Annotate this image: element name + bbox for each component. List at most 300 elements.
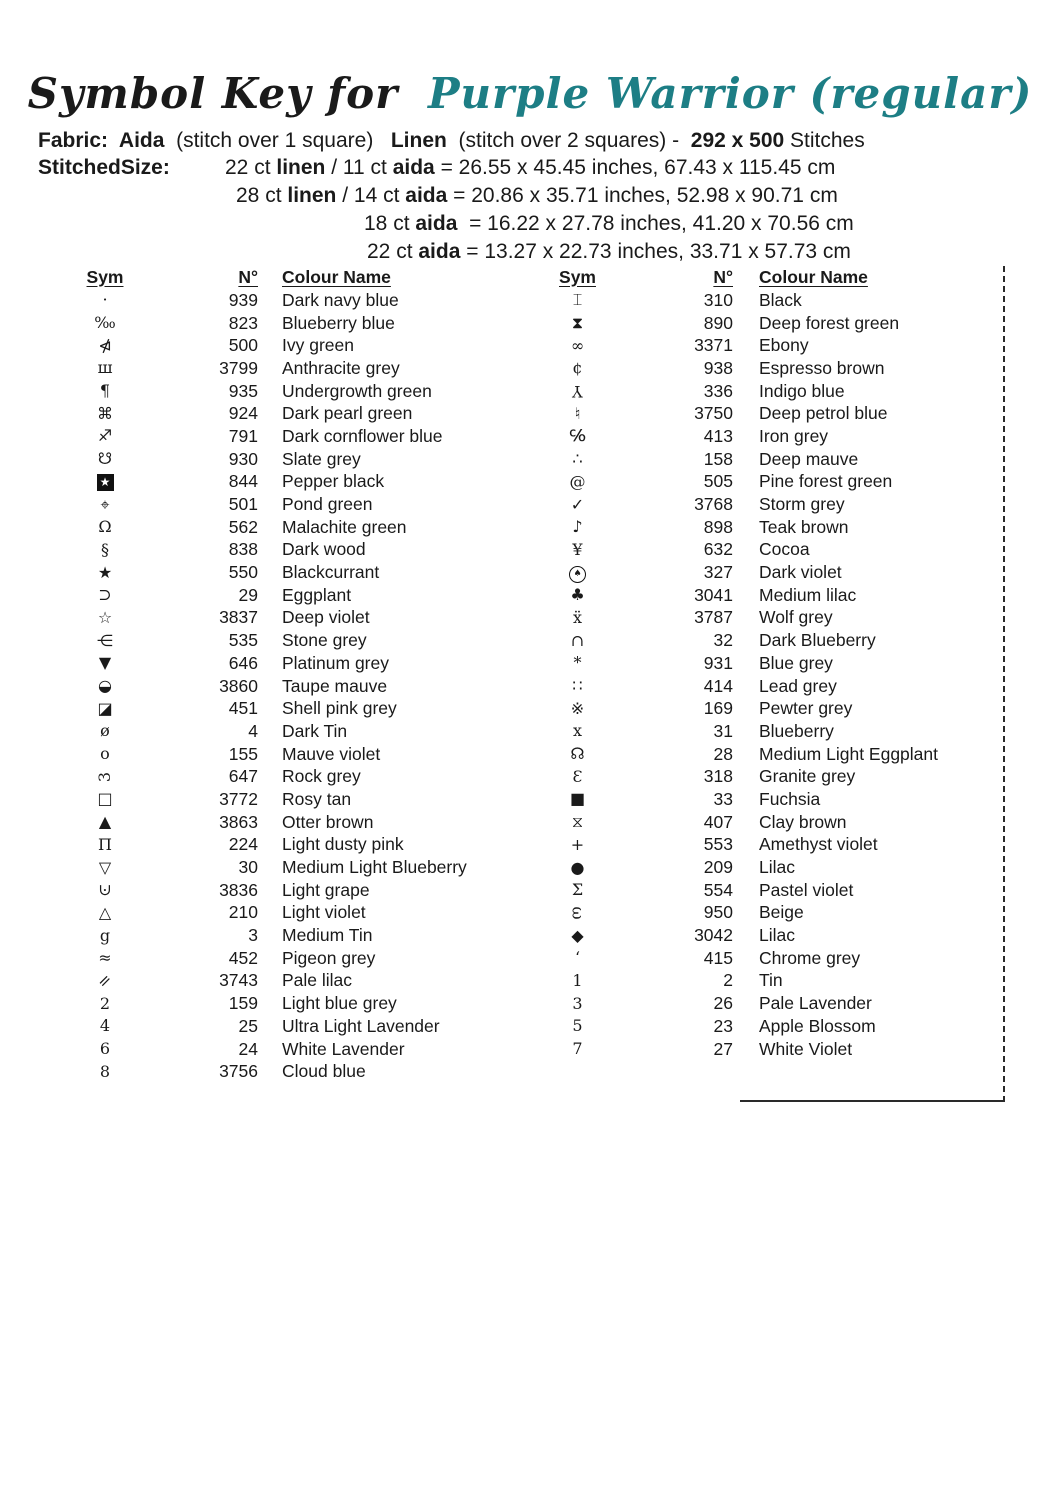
- symbol-cell: [540, 630, 615, 650]
- table-row: [60, 970, 492, 993]
- text-segment: aida: [418, 240, 461, 263]
- symbol-cell: [540, 1018, 615, 1034]
- table-bottom-border-line: [740, 1100, 1005, 1102]
- stitch-symbol: ⌖: [100, 494, 110, 514]
- colour-name: Pigeon grey: [282, 947, 376, 968]
- stitch-symbol: ⋪: [98, 335, 112, 355]
- stitch-symbol: ♣: [570, 585, 585, 605]
- colour-name: Dark Tin: [282, 720, 348, 741]
- stitch-symbol: @: [569, 471, 586, 491]
- text-segment: 292 x 500: [690, 129, 785, 152]
- stitch-symbol: ✓: [570, 494, 585, 514]
- table-row: [540, 289, 995, 312]
- colour-name: Dark cornflower blue: [282, 425, 443, 446]
- symbol-cell: [60, 1061, 150, 1081]
- table-row: [60, 924, 492, 947]
- thread-number: 2: [723, 970, 733, 991]
- stitch-symbol: ▲: [98, 812, 112, 832]
- thread-number: 3042: [694, 925, 733, 946]
- column-header-number: N°: [238, 266, 258, 287]
- table-row: [60, 743, 492, 766]
- colour-name: Lilac: [759, 925, 795, 946]
- symbol-cell: [540, 678, 615, 694]
- table-row: [60, 675, 492, 698]
- colour-name: Pond green: [282, 494, 373, 515]
- colour-name: Teak brown: [759, 516, 849, 537]
- symbol-cell: [540, 587, 615, 603]
- symbol-cell: [60, 607, 150, 627]
- table-row: [540, 924, 995, 947]
- colour-name: Amethyst violet: [759, 834, 878, 855]
- table-row: [60, 425, 492, 448]
- colour-name: Malachite green: [282, 516, 407, 537]
- thread-number: 31: [713, 720, 733, 741]
- symbol-cell: [60, 678, 150, 694]
- thread-number: 209: [703, 857, 733, 878]
- table-row: [60, 720, 492, 743]
- thread-number: 823: [228, 312, 258, 333]
- stitch-symbol: 7: [572, 1039, 583, 1059]
- thread-number: 318: [703, 766, 733, 787]
- text-segment: linen: [276, 156, 326, 179]
- stitch-symbol: 1: [572, 970, 583, 990]
- stitch-symbol: ⊃: [98, 585, 112, 605]
- symbol-cell: [540, 607, 615, 627]
- table-row: [540, 765, 995, 788]
- stitch-symbol: ⊍: [98, 880, 112, 900]
- table-row: [60, 697, 492, 720]
- thread-number: 3041: [694, 584, 733, 605]
- stitch-symbol: ★: [97, 562, 113, 582]
- symbol-cell: [540, 905, 615, 921]
- column-header-colour-name: Colour Name: [759, 266, 868, 287]
- thread-number: 452: [228, 947, 258, 968]
- symbol-cell: [540, 451, 615, 467]
- table-row: [60, 607, 492, 630]
- symbol-cell: [60, 993, 150, 1013]
- colour-name: Clay brown: [759, 811, 847, 832]
- colour-name: Stone grey: [282, 630, 367, 651]
- thread-number: 550: [228, 562, 258, 583]
- colour-name: Medium Light Blueberry: [282, 857, 467, 878]
- text-segment: aida: [392, 156, 435, 179]
- thread-number: 632: [703, 539, 733, 560]
- symbol-cell: [540, 993, 615, 1013]
- text-segment: Fabric:: [38, 129, 119, 152]
- thread-number: 938: [703, 357, 733, 378]
- table-row: [60, 834, 492, 857]
- symbol-cell: [60, 587, 150, 603]
- symbol-cell: [540, 723, 615, 739]
- thread-number: 3371: [694, 335, 733, 356]
- table-row: [60, 380, 492, 403]
- table-row: [60, 448, 492, 471]
- symbol-cell: [60, 834, 150, 854]
- colour-name: Pale lilac: [282, 970, 353, 991]
- stitched-size-line: [236, 183, 838, 209]
- table-row: [60, 629, 492, 652]
- thread-number: 310: [703, 289, 733, 310]
- stitch-symbol: 8: [99, 1061, 111, 1081]
- colour-name: Ebony: [759, 335, 809, 356]
- symbol-cell: [60, 519, 150, 535]
- table-row: [540, 425, 995, 448]
- stitched-size-label: StitchedSize:: [38, 156, 170, 179]
- table-row: [60, 516, 492, 539]
- thread-number: 3: [248, 925, 258, 946]
- colour-name: Black: [759, 289, 802, 310]
- colour-name: Indigo blue: [759, 380, 845, 401]
- symbol-cell: [540, 791, 615, 807]
- table-row: [60, 788, 492, 811]
- stitch-symbol: 2: [99, 993, 111, 1013]
- colour-name: Chrome grey: [759, 947, 861, 968]
- column-header-number: N°: [713, 266, 733, 287]
- symbol-cell: [540, 834, 615, 854]
- thread-number: 838: [228, 539, 258, 560]
- page-title: [0, 70, 1060, 118]
- thread-number: 535: [228, 630, 258, 651]
- stitch-symbol: ☆: [97, 607, 113, 627]
- thread-number: 939: [228, 289, 258, 310]
- stitch-symbol: □: [97, 789, 113, 809]
- colour-name: Dark navy blue: [282, 289, 399, 310]
- stitch-symbol: Y: [572, 382, 583, 402]
- table-row: [540, 697, 995, 720]
- thread-number: 501: [228, 494, 258, 515]
- table-row: [540, 675, 995, 698]
- table-row: [60, 334, 492, 357]
- stitch-symbol: ∷: [572, 676, 583, 696]
- stitch-symbol: ·: [102, 290, 108, 310]
- stitch-symbol: ★: [97, 474, 114, 491]
- stitch-symbol: ◆: [571, 925, 584, 945]
- table-row: [60, 402, 492, 425]
- thread-number: 32: [713, 630, 733, 651]
- table-row: [540, 380, 995, 403]
- colour-name: Medium lilac: [759, 584, 857, 605]
- table-row: [540, 652, 995, 675]
- table-row: [540, 448, 995, 471]
- thread-number: 554: [703, 879, 733, 900]
- thread-number: 505: [703, 471, 733, 492]
- table-row: [540, 516, 995, 539]
- colour-name: Platinum grey: [282, 652, 389, 673]
- stitch-symbol: Π: [98, 834, 112, 854]
- table-row: [540, 493, 995, 516]
- table-row: [60, 561, 492, 584]
- thread-number: 155: [228, 743, 258, 764]
- colour-name: Deep violet: [282, 607, 370, 628]
- thread-number: 646: [228, 652, 258, 673]
- table-row: [60, 902, 492, 925]
- table-header-row: [60, 265, 492, 289]
- text-segment: Stitches: [784, 129, 865, 152]
- colour-name: Light blue grey: [282, 993, 397, 1014]
- stitch-symbol: ‘: [574, 948, 581, 968]
- symbol-cell: [60, 1041, 150, 1057]
- symbol-cell: [540, 698, 615, 718]
- stitch-symbol: ⧗: [571, 313, 584, 333]
- text-segment: 28 ct: [236, 184, 288, 207]
- colour-name: Pepper black: [282, 471, 385, 492]
- column-header-sym: Sym: [559, 266, 596, 287]
- symbol-cell: [540, 471, 615, 491]
- symbol-cell: [60, 494, 150, 514]
- thread-number: 27: [713, 1038, 733, 1059]
- stitch-symbol: ℅: [569, 426, 586, 446]
- colour-name: Apple Blossom: [759, 1015, 876, 1036]
- thread-number: 158: [703, 448, 733, 469]
- symbol-cell: [540, 814, 615, 830]
- thread-number: 950: [703, 902, 733, 923]
- symbol-cell: [540, 292, 615, 308]
- table-row: [60, 765, 492, 788]
- thread-number: 3787: [694, 607, 733, 628]
- colour-name: Medium Tin: [282, 925, 373, 946]
- thread-number: 327: [703, 562, 733, 583]
- table-row: [60, 1038, 492, 1061]
- stitch-symbol: △: [98, 902, 112, 922]
- colour-name: Dark wood: [282, 539, 366, 560]
- symbol-cell: [540, 382, 615, 402]
- symbol-cell: [540, 360, 615, 376]
- stitch-symbol: ‰: [94, 313, 116, 333]
- table-row: [60, 1060, 492, 1083]
- thread-number: 3799: [219, 357, 258, 378]
- symbol-cell: [540, 746, 615, 762]
- colour-name: Light grape: [282, 879, 370, 900]
- table-row: [540, 539, 995, 562]
- text-segment: = 16.22 x 27.78 inches, 41.20 x 70.56 cm: [457, 212, 854, 235]
- thread-number: 224: [228, 834, 258, 855]
- table-row: [540, 834, 995, 857]
- title-pattern-name: Purple Warrior (regular): [427, 69, 1033, 118]
- thread-number: 3768: [694, 494, 733, 515]
- text-segment: aida: [405, 184, 448, 207]
- stitched-size-line: [367, 239, 851, 265]
- colour-name: Deep mauve: [759, 448, 859, 469]
- thread-number: 29: [238, 584, 258, 605]
- colour-name: Blueberry: [759, 720, 834, 741]
- text-segment: Linen: [390, 129, 447, 152]
- stitch-symbol: ω: [568, 906, 588, 920]
- colour-name: Light dusty pink: [282, 834, 404, 855]
- symbol-cell: [60, 950, 150, 966]
- thread-number: 24: [238, 1038, 258, 1059]
- text-segment: aida: [415, 212, 458, 235]
- symbol-cell: [60, 428, 150, 444]
- table-row: [540, 743, 995, 766]
- symbol-cell: [60, 451, 150, 467]
- table-row: [540, 334, 995, 357]
- text-segment: linen: [287, 184, 337, 207]
- thread-number: 500: [228, 335, 258, 356]
- stitch-symbol: ◪: [97, 698, 113, 718]
- table-row: [540, 811, 995, 834]
- thread-number: 169: [703, 698, 733, 719]
- text-segment: 18 ct: [364, 212, 416, 235]
- colour-name: Wolf grey: [759, 607, 833, 628]
- colour-name: Shell pink grey: [282, 698, 397, 719]
- table-row: [60, 357, 492, 380]
- colour-name: Slate grey: [282, 448, 361, 469]
- colour-name: Cocoa: [759, 539, 810, 560]
- table-rows: [540, 289, 995, 1060]
- stitch-symbol: 5: [572, 1016, 583, 1036]
- stitch-symbol: ш: [97, 358, 113, 378]
- symbol-cell: [60, 315, 150, 331]
- table-row: [540, 992, 995, 1015]
- thread-number: 890: [703, 312, 733, 333]
- stitch-symbol: ♠: [569, 566, 586, 583]
- colour-name: Dark violet: [759, 562, 842, 583]
- table-row: [540, 402, 995, 425]
- stitch-symbol: 4: [99, 1016, 111, 1036]
- symbol-cell: [60, 857, 150, 877]
- thread-number: 935: [228, 380, 258, 401]
- table-row: [540, 312, 995, 335]
- colour-name: Storm grey: [759, 494, 845, 515]
- table-row: [540, 607, 995, 630]
- colour-name: Ivy green: [282, 335, 354, 356]
- stitch-symbol: §: [101, 539, 109, 559]
- table-row: [540, 1038, 995, 1061]
- symbol-cell: [60, 882, 150, 898]
- text-segment: 22 ct: [367, 240, 419, 263]
- table-row: [540, 879, 995, 902]
- table-row: [540, 1015, 995, 1038]
- stitch-symbol: o: [100, 744, 110, 764]
- symbol-cell: [60, 360, 150, 376]
- stitch-symbol: ◒: [98, 676, 112, 696]
- stitch-symbol: ∞: [570, 335, 585, 355]
- text-segment: = 20.86 x 35.71 inches, 52.98 x 90.71 cm: [447, 184, 838, 207]
- table-rows: [60, 289, 492, 1083]
- thread-number: 23: [713, 1015, 733, 1036]
- table-row: [60, 879, 492, 902]
- colour-name: Pale Lavender: [759, 993, 872, 1014]
- colour-name: Eggplant: [282, 584, 352, 605]
- stitch-symbol: ▽: [98, 857, 112, 877]
- thread-number: 930: [228, 448, 258, 469]
- colour-name: Espresso brown: [759, 357, 885, 378]
- symbol-cell: [540, 563, 615, 583]
- symbol-cell: [60, 473, 150, 491]
- symbol-cell: [540, 925, 615, 945]
- colour-name: Dark pearl green: [282, 403, 413, 424]
- thread-number: 553: [703, 834, 733, 855]
- thread-number: 924: [228, 403, 258, 424]
- stitch-symbol: ∩: [570, 630, 585, 650]
- fabric-info-line: [38, 128, 865, 154]
- colour-name: Pastel violet: [759, 879, 854, 900]
- text-segment: Aida: [118, 129, 165, 152]
- thread-number: 3863: [219, 811, 258, 832]
- stitch-symbol: ⌶: [572, 290, 583, 310]
- colour-name: Fuchsia: [759, 788, 821, 809]
- table-row: [540, 947, 995, 970]
- thread-number: 210: [228, 902, 258, 923]
- colour-name: Deep petrol blue: [759, 403, 888, 424]
- thread-number: 562: [228, 516, 258, 537]
- colour-name: Pine forest green: [759, 471, 893, 492]
- colour-name: Rosy tan: [282, 788, 352, 809]
- stitch-symbol: ¶: [99, 381, 111, 401]
- stitch-symbol: ▼: [98, 653, 112, 673]
- symbol-cell: [60, 539, 150, 559]
- text-segment: = 13.27 x 22.73 inches, 33.71 x 57.73 cm: [460, 240, 851, 263]
- stitch-symbol: ♐: [97, 426, 113, 446]
- symbol-cell: [60, 723, 150, 739]
- thread-number: 413: [703, 425, 733, 446]
- stitch-symbol: ♪: [572, 517, 583, 537]
- thread-number: 26: [713, 993, 733, 1014]
- stitch-symbol: x: [572, 721, 583, 741]
- colour-name: Anthracite grey: [282, 357, 400, 378]
- colour-name: Beige: [759, 902, 804, 923]
- stitch-symbol: ■: [569, 789, 586, 809]
- symbol-cell: [540, 539, 615, 559]
- stitch-symbol: ♮: [574, 403, 581, 423]
- text-segment: = 26.55 x 45.45 inches, 67.43 x 115.45 cm: [434, 156, 836, 179]
- symbol-cell: [540, 882, 615, 898]
- text-segment: (stitch over 1 square): [164, 129, 391, 152]
- stitch-symbol: ●: [570, 857, 585, 877]
- thread-number: 25: [238, 1015, 258, 1036]
- table-row: [540, 629, 995, 652]
- symbol-cell: [540, 428, 615, 444]
- symbol-cell: [540, 950, 615, 966]
- symbol-cell: [60, 403, 150, 423]
- symbol-cell: [540, 403, 615, 423]
- symbol-cell: [60, 1018, 150, 1034]
- thread-number: 3756: [219, 1061, 258, 1082]
- thread-number: 3837: [219, 607, 258, 628]
- symbol-cell: [60, 698, 150, 718]
- thread-number: 791: [228, 425, 258, 446]
- symbol-cell: [60, 791, 150, 807]
- table-row: [60, 856, 492, 879]
- colour-name: Blue grey: [759, 652, 833, 673]
- colour-name: Undergrowth green: [282, 380, 432, 401]
- symbol-cell: [60, 814, 150, 830]
- table-row: [540, 584, 995, 607]
- table-row: [540, 357, 995, 380]
- stitch-symbol: g: [99, 925, 111, 945]
- thread-number: 4: [248, 720, 258, 741]
- table-row: [60, 539, 492, 562]
- colour-name: Blueberry blue: [282, 312, 395, 333]
- stitch-symbol: +: [570, 834, 585, 854]
- symbol-cell: [60, 969, 150, 993]
- symbol-cell: [540, 655, 615, 671]
- stitch-symbol: ☋: [97, 449, 113, 469]
- symbol-cell: [60, 562, 150, 582]
- symbol-cell: [60, 383, 150, 399]
- colour-name: Blackcurrant: [282, 562, 380, 583]
- thread-number: 30: [238, 857, 258, 878]
- table-right-border-line: [1003, 266, 1005, 1102]
- stitch-symbol: ≈: [98, 948, 112, 968]
- table-row: [540, 970, 995, 993]
- table-row: [540, 788, 995, 811]
- table-row: [60, 312, 492, 335]
- stitch-symbol: Ɛ: [572, 766, 583, 786]
- colour-name: Deep forest green: [759, 312, 900, 333]
- colour-name: Medium Light Eggplant: [759, 743, 938, 764]
- table-row: [540, 856, 995, 879]
